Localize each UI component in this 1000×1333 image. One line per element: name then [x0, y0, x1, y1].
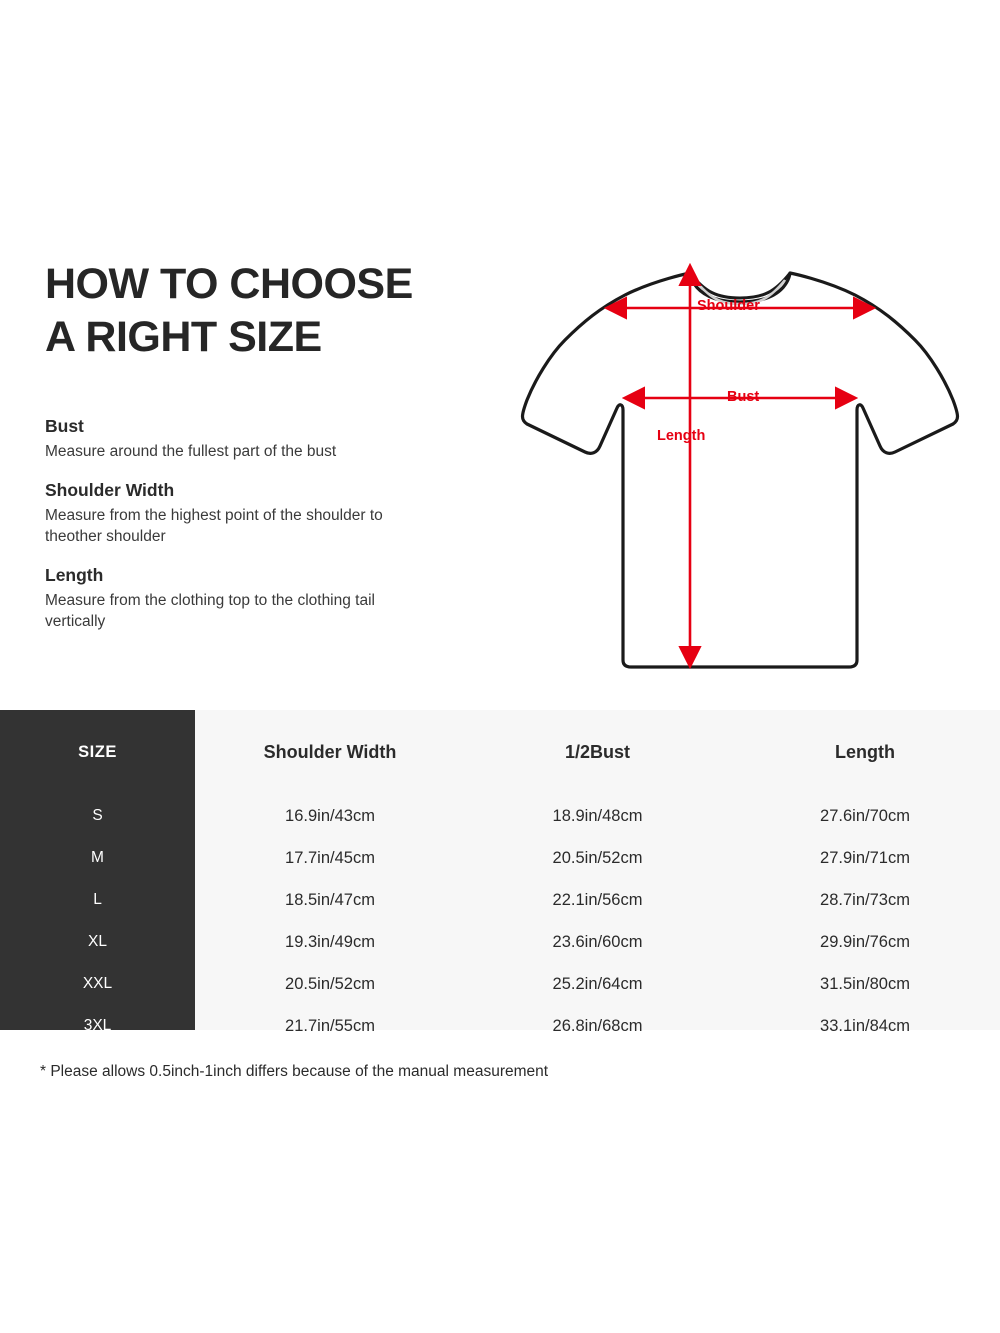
cell-length: 29.9in/76cm — [820, 932, 910, 951]
instruction-bust-title: Bust — [45, 416, 84, 436]
measurement-instructions — [45, 414, 525, 648]
page-title — [45, 258, 515, 364]
cell-bust: 20.5in/52cm — [552, 848, 643, 867]
cell-shoulder: 18.5in/47cm — [285, 890, 375, 909]
table-row — [0, 837, 1000, 879]
column-header-length: Length — [835, 742, 895, 762]
table-row — [0, 795, 1000, 837]
table-header-row — [0, 710, 1000, 795]
bust-label: Bust — [727, 389, 760, 405]
instruction-length-title: Length — [45, 565, 104, 585]
page-title-line-1: HOW TO CHOOSE — [45, 260, 413, 308]
table-row — [0, 963, 1000, 1005]
cell-shoulder: 19.3in/49cm — [285, 932, 375, 951]
column-header-shoulder-width: Shoulder Width — [263, 742, 397, 762]
cell-size: XL — [88, 933, 107, 950]
size-table-area — [0, 710, 1000, 1035]
length-label: Length — [657, 428, 706, 444]
cell-size: L — [93, 891, 102, 908]
cell-bust: 22.1in/56cm — [552, 890, 643, 909]
cell-shoulder: 20.5in/52cm — [285, 974, 375, 993]
cell-shoulder: 21.7in/55cm — [285, 1016, 375, 1035]
instruction-shoulder-width-title: Shoulder Width — [45, 480, 175, 500]
page-title-line-2: A RIGHT SIZE — [45, 313, 322, 361]
footnote: * Please allows 0.5inch-1inch differs because of the manual measurement — [40, 1063, 549, 1080]
column-header-size: SIZE — [78, 743, 117, 761]
cell-bust: 25.2in/64cm — [552, 974, 643, 993]
table-row — [0, 921, 1000, 963]
tshirt-diagram — [505, 240, 975, 690]
instruction-bust — [45, 414, 525, 462]
cell-length: 31.5in/80cm — [820, 974, 910, 993]
cell-size: XXL — [82, 975, 113, 992]
table-row — [0, 1005, 1000, 1047]
tshirt-body-outline — [523, 273, 958, 667]
cell-length: 33.1in/84cm — [820, 1016, 910, 1035]
cell-size: 3XL — [83, 1017, 112, 1034]
cell-shoulder: 17.7in/45cm — [285, 848, 375, 867]
cell-size: S — [92, 807, 103, 824]
instruction-length — [45, 563, 525, 632]
cell-bust: 23.6in/60cm — [552, 932, 643, 951]
cell-bust: 26.8in/68cm — [552, 1016, 643, 1035]
cell-shoulder: 16.9in/43cm — [285, 806, 375, 825]
cell-bust: 18.9in/48cm — [552, 806, 643, 825]
shoulder-label: Shoulder — [697, 298, 760, 314]
cell-size: M — [91, 849, 104, 866]
instruction-length-desc: Measure from the clothing top to the clothing tail vertically — [45, 592, 375, 630]
instruction-shoulder-width-desc: Measure from the highest point of the shoulder to theother shoulder — [45, 507, 383, 545]
instruction-bust-desc: Measure around the fullest part of the bust — [45, 443, 337, 460]
size-chart-table — [0, 710, 1000, 1047]
cell-length: 27.9in/71cm — [820, 848, 910, 867]
cell-length: 28.7in/73cm — [820, 890, 910, 909]
instruction-shoulder-width — [45, 478, 525, 547]
column-header-half-bust: 1/2Bust — [564, 742, 631, 762]
table-row — [0, 879, 1000, 921]
cell-length: 27.6in/70cm — [820, 806, 910, 825]
